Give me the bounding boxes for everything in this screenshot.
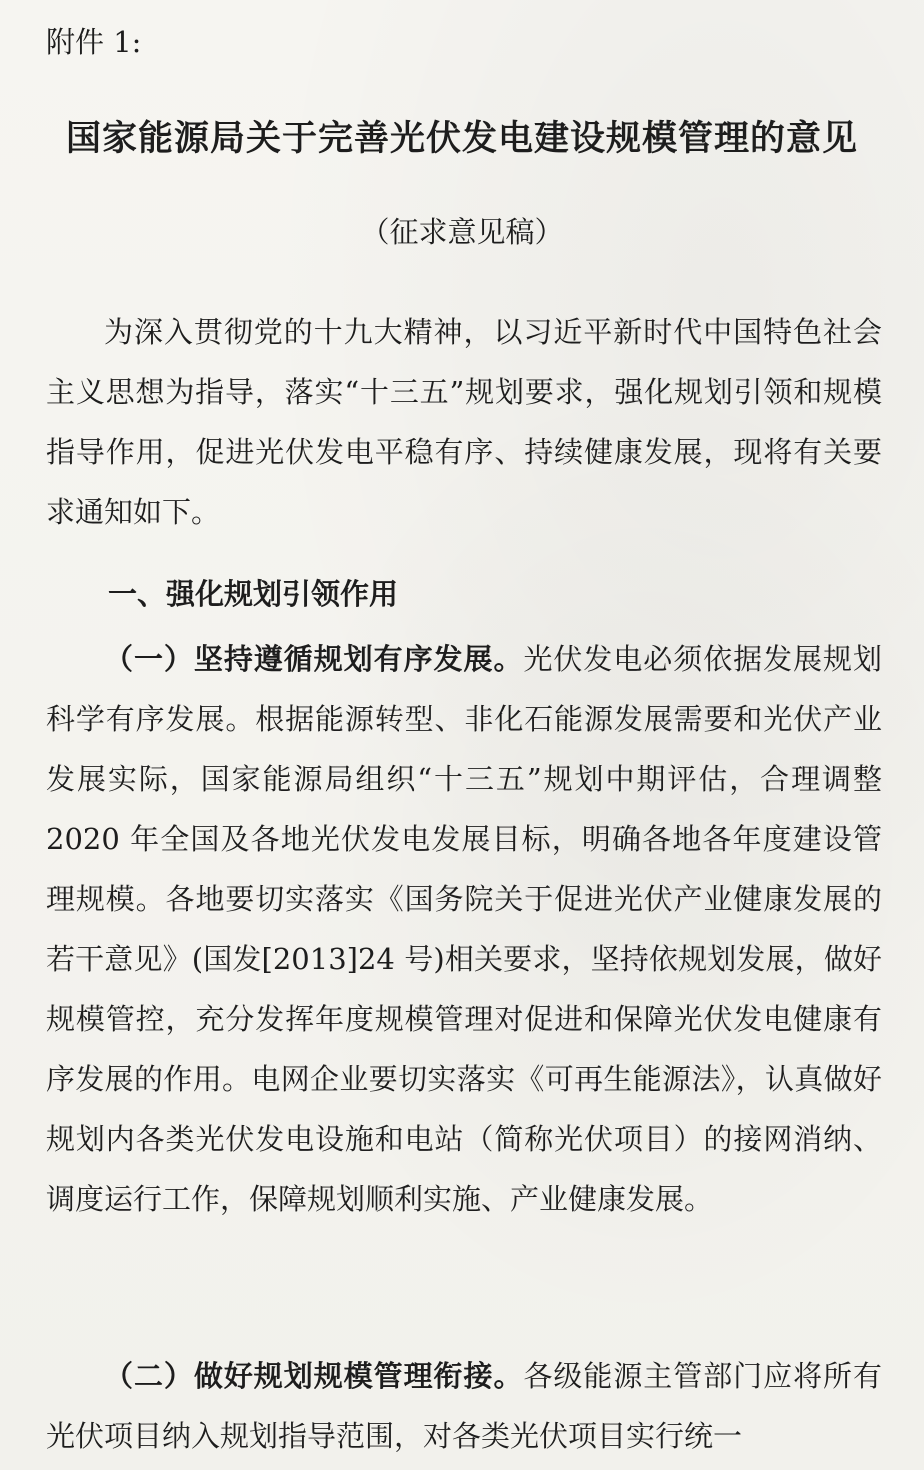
- section-1-heading: 一、强化规划引领作用: [108, 577, 399, 611]
- item-2-paragraph: [46, 1346, 882, 1466]
- item-2-lead: （二）做好规划规模管理衔接。: [104, 1359, 524, 1393]
- attachment-label: 附件 1:: [46, 25, 142, 59]
- intro-paragraph: 为深入贯彻党的十九大精神，以习近平新时代中国特色社会主义思想为指导，落实“十三五”规划要求，强化规划引领和规模指导作用，促进光伏发电平稳有序、持续健康发展，现将有关要求通知如下。: [46, 315, 882, 529]
- item-1-lead: （一）坚持遵循规划有序发展。: [104, 642, 524, 676]
- document-title: 国家能源局关于完善光伏发电建设规模管理的意见: [65, 118, 858, 159]
- item-2-body: 各级能源主管部门应将所有光伏项目纳入规划指导范围，对各类光伏项目实行统一: [46, 1359, 882, 1453]
- document-subtitle: （征求意见稿）: [360, 215, 564, 249]
- item-1-body: 光伏发电必须依据发展规划科学有序发展。根据能源转型、非化石能源发展需要和光伏产业发展实际，国家能源局组织“十三五”规划中期评估，合理调整 2020 年全国及各地光伏发电发展目标，明确各地各年度建设管理规模。各地要切实落实《国务院关于促进光伏产业健康发展的若干意见》(国发[2013]24 号)相关要求，坚持依规划发展，做好规模管控，充分发挥年度规模管理对促进和保障光伏发电健康有序发展的作用。电网企业要切实落实《可再生能源法》，认真做好规划内各类光伏发电设施和电站（简称光伏项目）的接网消纳、调度运行工作，保障规划顺利实施、产业健康发展。: [46, 642, 882, 1216]
- item-1-paragraph: [46, 629, 882, 1229]
